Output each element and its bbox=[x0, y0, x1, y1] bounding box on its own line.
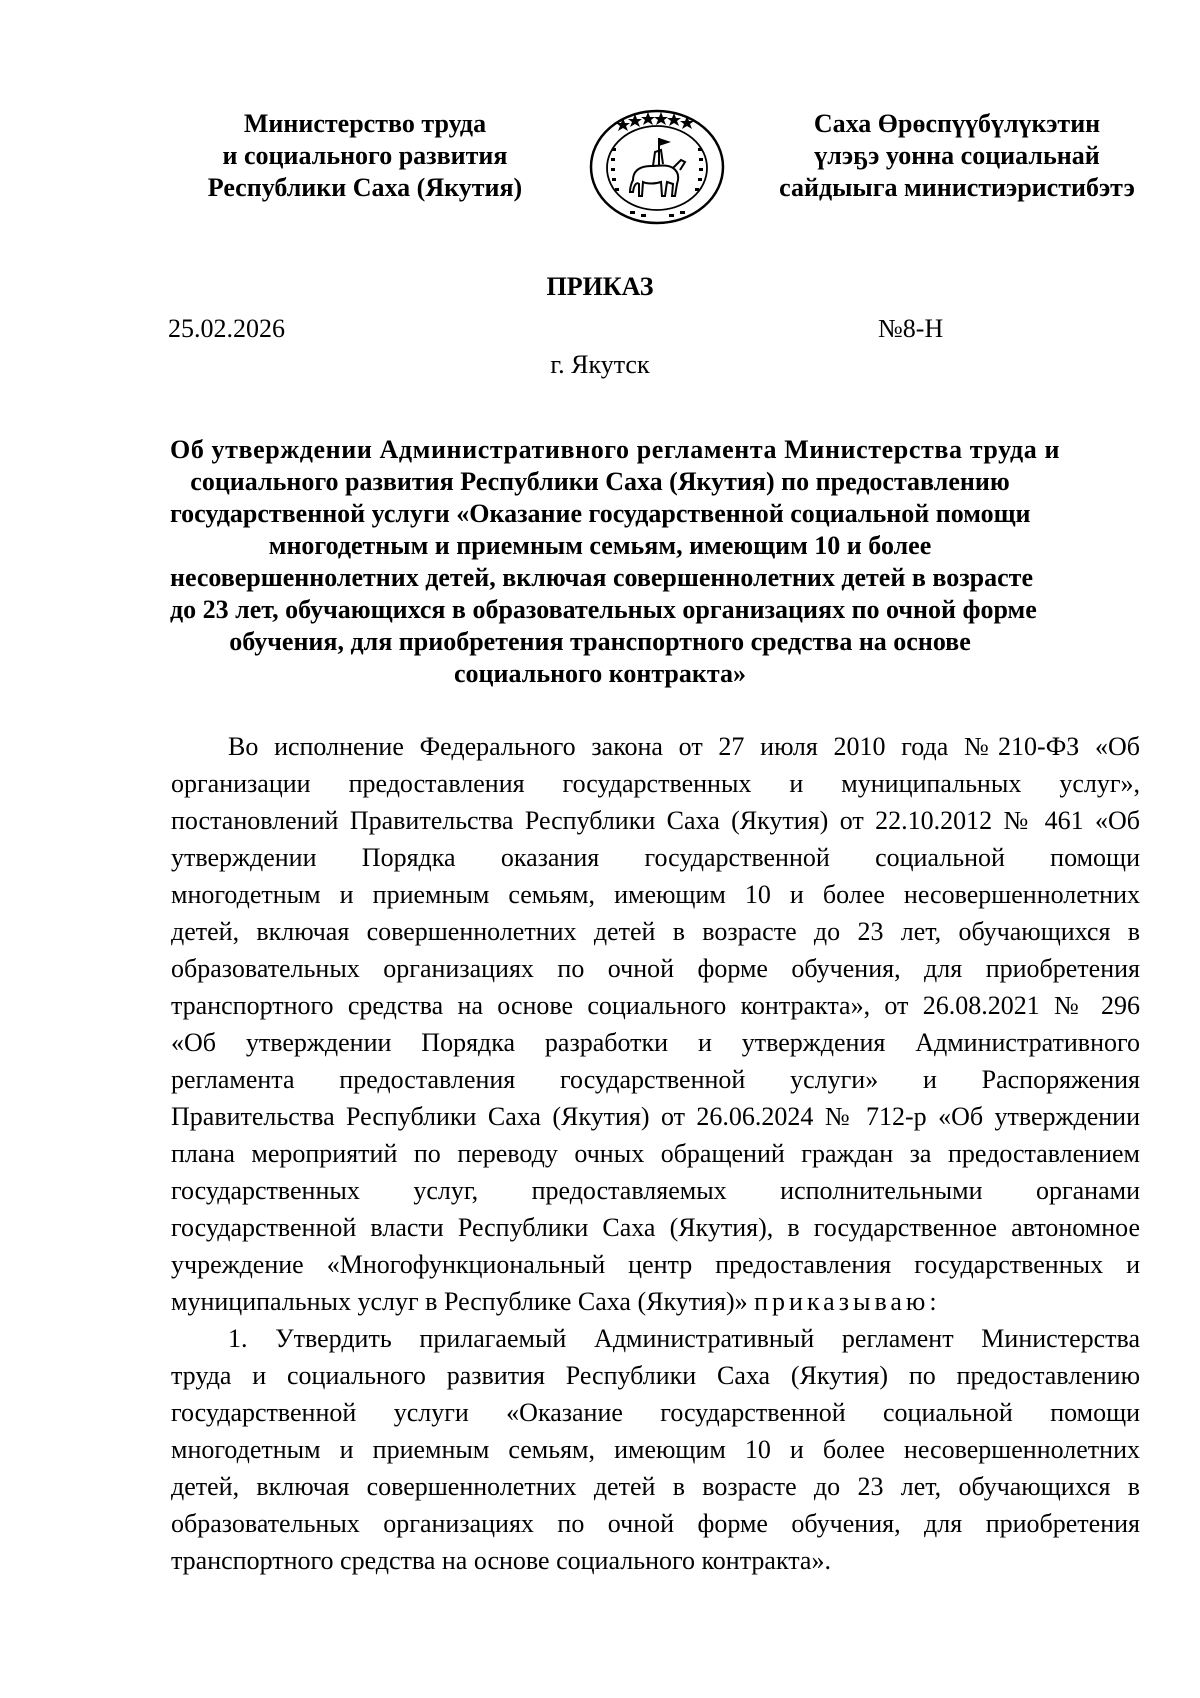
item-1-line: государственной услуги «Оказание государственной социальной помощи bbox=[171, 1398, 1140, 1427]
ministry-name-line: үлэҕэ уонна социальнай bbox=[814, 141, 1100, 170]
title-line: государственной услуги «Оказание государственной социальной помощи bbox=[170, 499, 1031, 528]
preamble-line: регламента предоставления государственной услуги» и Распоряжения bbox=[171, 1065, 1140, 1094]
preamble-line: учреждение «Многофункциональный центр предоставления государственных и bbox=[171, 1250, 1140, 1279]
item-1-paragraph bbox=[171, 1320, 1140, 1579]
item-1-line: детей, включая совершеннолетних детей в возрасте до 23 лет, обучающихся в bbox=[171, 1472, 1140, 1501]
preamble-line: организации предоставления государственных и муниципальных услуг», bbox=[171, 769, 1140, 798]
title-line: социального развития Республики Саха (Якутия) по предоставлению bbox=[190, 467, 1010, 496]
ministry-name-line: сайдыыга министиэристибэтэ bbox=[779, 173, 1135, 202]
preamble-line: многодетным и приемным семьям, имеющим 10 и более несовершеннолетних bbox=[171, 880, 1140, 909]
document-date: 25.02.2026 bbox=[168, 314, 285, 343]
ministry-name-line: и социального развития bbox=[222, 141, 508, 170]
document-number: №8-Н bbox=[878, 314, 944, 343]
title-line: Об утверждении Административного регламента Министерства труда и bbox=[170, 435, 1061, 464]
preamble-line: транспортного средства на основе социального контракта», от 26.08.2021 № 296 bbox=[171, 991, 1140, 1020]
item-1-line: транспортного средства на основе социального контракта». bbox=[171, 1546, 831, 1575]
preamble-line: постановлений Правительства Республики Саха (Якутия) от 22.10.2012 № 461 «Об bbox=[171, 806, 1140, 835]
item-1-line: 1. Утвердить прилагаемый Административный регламент Министерства bbox=[228, 1324, 1140, 1353]
ministry-name-russian bbox=[150, 108, 580, 204]
preamble-line: государственной власти Республики Саха (Якутия), в государственное автономное bbox=[171, 1213, 1140, 1242]
preamble-line: образовательных организациях по очной форме обучения, для приобретения bbox=[171, 954, 1140, 983]
title-line: многодетным и приемным семьям, имеющим 10 и более bbox=[268, 531, 932, 560]
preamble-line: муниципальных услуг в Республике Саха (Якутия)» bbox=[171, 1287, 748, 1316]
item-1-line: образовательных организациях по очной форме обучения, для приобретения bbox=[171, 1509, 1140, 1538]
document-title bbox=[170, 434, 1061, 690]
title-line: до 23 лет, обучающихся в образовательных организациях по очной форме bbox=[170, 595, 1037, 624]
ministry-name-line: Республики Саха (Якутия) bbox=[207, 173, 523, 202]
document-city: г. Якутск bbox=[550, 350, 650, 379]
preamble-line: «Об утверждении Порядка разработки и утверждения Административного bbox=[171, 1028, 1140, 1057]
order-verb: приказываю: bbox=[754, 1287, 941, 1316]
preamble-line: Правительства Республики Саха (Якутия) от 26.06.2024 № 712-р «Об утверждении bbox=[171, 1102, 1140, 1131]
preamble-line: плана мероприятий по переводу очных обращений граждан за предоставлением bbox=[171, 1139, 1140, 1168]
item-1-line: труда и социального развития Республики Саха (Якутия) по предоставлению bbox=[171, 1361, 1140, 1390]
coat-of-arms-sakha-icon bbox=[585, 108, 729, 226]
title-line: несовершеннолетних детей, включая совершеннолетних детей в возрасте bbox=[170, 563, 1033, 592]
ministry-name-line: Министерство труда bbox=[243, 109, 487, 138]
title-line: обучения, для приобретения транспортного средства на основе bbox=[229, 627, 971, 656]
preamble-line: Во исполнение Федерального закона от 27 июля 2010 года №210-ФЗ «Об bbox=[228, 732, 1140, 761]
preamble-paragraph bbox=[171, 728, 1140, 1320]
preamble-line: утверждении Порядка оказания государственной социальной помощи bbox=[171, 843, 1140, 872]
ministry-name-yakut bbox=[772, 108, 1142, 204]
ministry-name-line: Саха Өрөспүүбүлүкэтин bbox=[813, 109, 1101, 138]
document-body bbox=[171, 728, 1140, 1579]
preamble-last-line bbox=[171, 1283, 1140, 1320]
title-line: социального контракта» bbox=[454, 659, 746, 688]
item-1-line: многодетным и приемным семьям, имеющим 10 и более несовершеннолетних bbox=[171, 1435, 1140, 1464]
document-type: ПРИКАЗ bbox=[546, 272, 654, 301]
preamble-line: государственных услуг, предоставляемых исполнительными органами bbox=[171, 1176, 1140, 1205]
preamble-line: детей, включая совершеннолетних детей в возрасте до 23 лет, обучающихся в bbox=[171, 917, 1140, 946]
document-header bbox=[0, 108, 1200, 238]
